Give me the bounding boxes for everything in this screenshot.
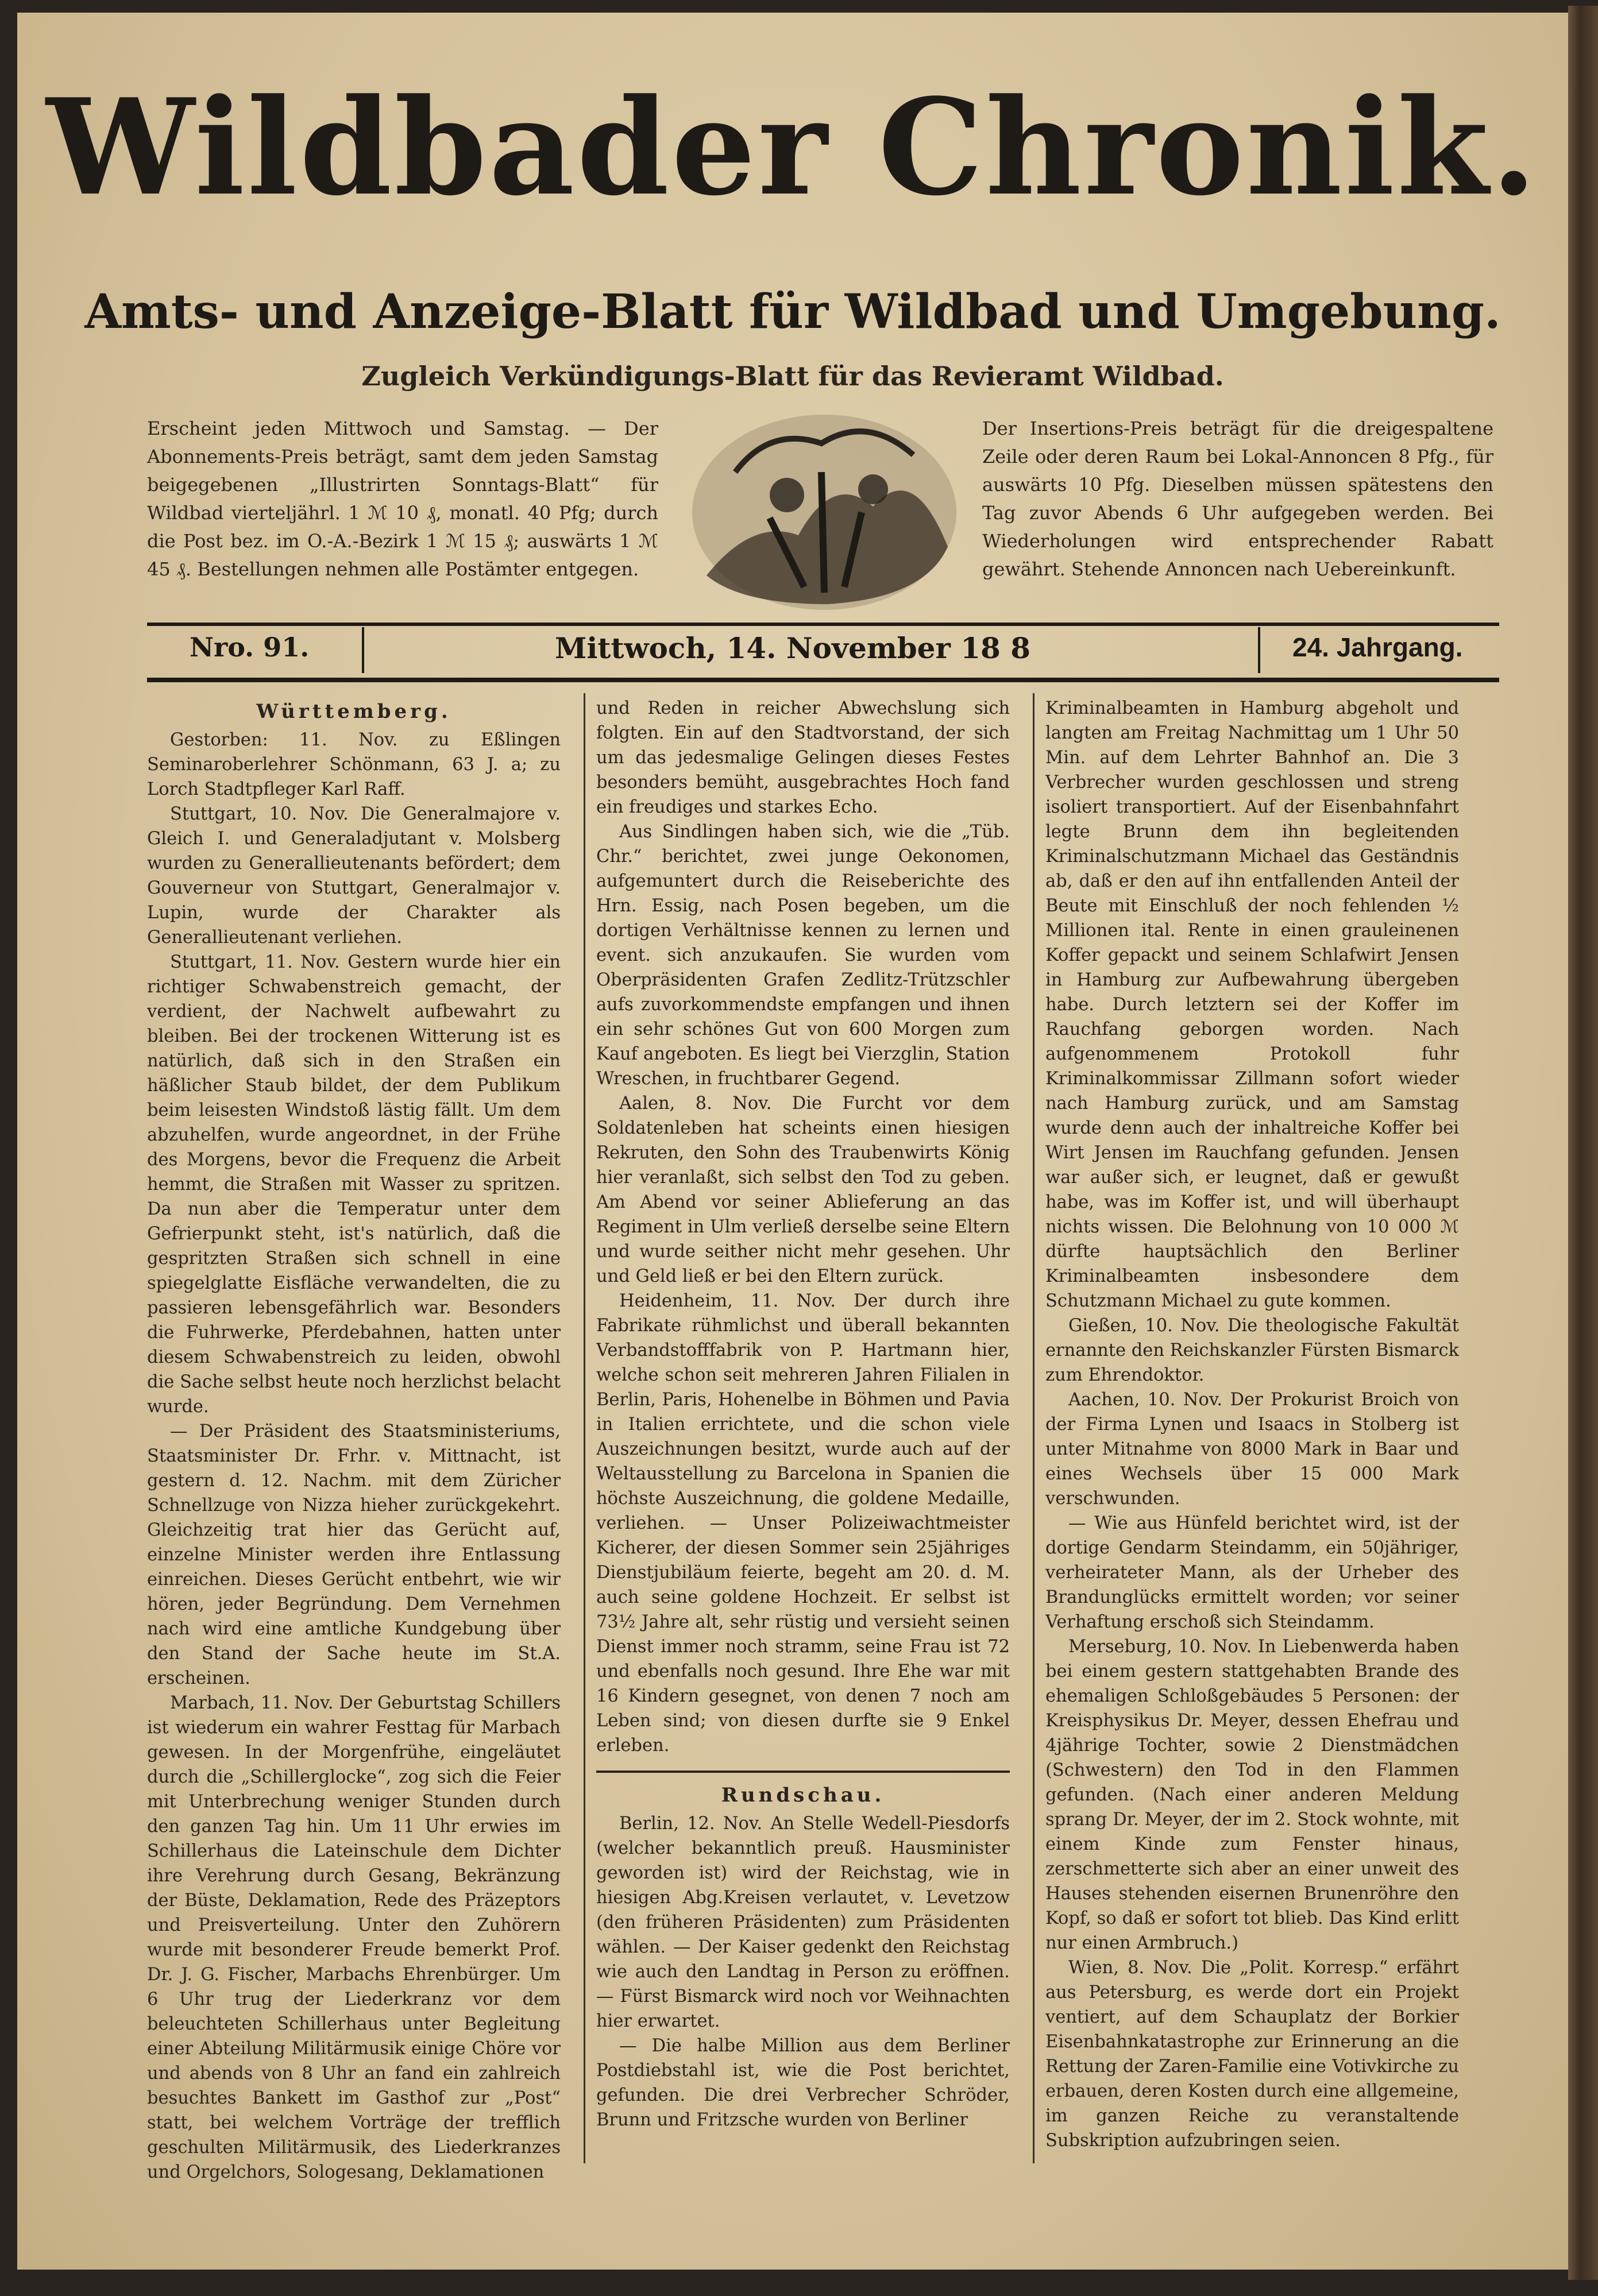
article-paragraph: Kriminalbeamten in Hamburg abgeholt und langten am Freitag Nachmittag um 1 Uhr 50 Min. auf dem Lehrter Bahnhof an. Die 3 Verbrecher wurden geschlossen und streng isoliert transportiert. Auf der Eisenbahnfahrt legte Brunn dem ihn begleitenden Kriminalschutzmann Michael das Geständnis ab, daß er den auf ihn entfallenden Anteil der Beute mit Einschluß der noch fehlenden ½ Millionen ital. Rente in einen grauleinenen Koffer gepackt und seinem Schlafwirt Jensen in Hamburg zur Aufbewahrung übergeben habe. Durch letztern sei der Koffer im Rauchfang geborgen worden. Nach aufgenommenem Protokoll fuhr Kriminalkommissar Zillmann sofort wieder nach Hamburg zurück, und am Samstag wurde denn auch der inhaltreiche Koffer bei Wirt Jensen im Rauchfang gefunden. Jensen war außer sich, er leugnet, daß er gewußt habe, was im Koffer ist, und will überhaupt nichts wissen. Die Belohnung von 10 000 ℳ dürfte hauptsächlich den Berliner Kriminalbeamten insbesondere dem Schutzmann Michael zu gute kommen. xyxy=(1045,698,1459,1311)
masthead-subtitle-secondary: Zugleich Verkündigungs-Blatt für das Revieramt Wildbad. xyxy=(361,361,1224,392)
column-2 xyxy=(596,696,1010,2235)
article-paragraph: Aalen, 8. Nov. Die Furcht vor dem Soldatenleben hat scheints einen hiesigen Rekruten, den Sohn des Traubenwirts König hier veranlaßt, sich selbst den Tod zu geben. Am Abend vor seiner Ablieferung an das Regiment in Ulm verließ derselbe seine Eltern und wurde seither nicht mehr gesehen. Uhr und Geld ließ er bei den Eltern zurück. xyxy=(596,1093,1010,1286)
section-divider xyxy=(596,1771,1010,1773)
header-rule-top xyxy=(147,623,1499,626)
article-paragraph: — Der Präsident des Staatsministeriums, Staatsminister Dr. Frhr. v. Mittnacht, ist gestern d. 12. Nachm. mit dem Züricher Schnellzuge von Nizza hieher zurückgekehrt. Gleichzeitig trat hier das Gerücht auf, einzelne Minister werden ihre Entlassung einreichen. Dieses Gerücht entbehrt, wie wir hören, jeder Begründung. Dem Vernehmen nach wird eine amtliche Kundgebung über den Stand der Sache heute im St.A. erscheinen. xyxy=(147,1421,561,1688)
article-paragraph: Stuttgart, 11. Nov. Gestern wurde hier ein richtiger Schwabenstreich gemacht, der verdient, der Nachwelt aufbewahrt zu bleiben. Bei der trockenen Witterung ist es natürlich, daß sich in den Straßen ein häßlicher Staub bildet, der dem Publikum beim leisesten Windstoß lästig fällt. Um dem abzuhelfen, wurde angeordnet, in der Frühe des Morgens, bevor die Frequenz die Arbeit hemmt, die Straßen mit Wasser zu spritzen. Da nun aber die Temperatur unter dem Gefrierpunkt steht, ist's natürlich, daß die gespritzten Straßen sich schnell in eine spiegelglatte Eisfläche verwandelten, die zu passieren lebensgefährlich war. Besonders die Fuhrwerke, Pferdebahnen, hatten unter diesem Schwabenstreich zu leiden, obwohl die Sache selbst heute noch herzlichst belacht wurde. xyxy=(147,952,561,1417)
article-paragraph: Marbach, 11. Nov. Der Geburtstag Schillers ist wiederum ein wahrer Festtag für Marbach gewesen. In der Morgenfrühe, eingeläutet durch die „Schillerglocke“, zog sich die Feier mit Unterbrechung weniger Stunden durch den ganzen Tag hin. Um 11 Uhr erwies im Schillerhaus die Lateinschule dem Dichter ihre Verehrung durch Gesang, Bekränzung der Büste, Deklamation, Rede des Präzeptors und Preisverteilung. Unter den Zuhörern wurde mit besonderer Freude bemerkt Prof. Dr. J. G. Fischer, Marbachs Ehrenbürger. Um 6 Uhr trug der Liederkranz vor dem beleuchteten Schillerhaus unter Begleitung einer Abteilung Militärmusik einige Chöre vor und abends von 8 Uhr an fand ein zahlreich besuchtes Bankett im Gasthof zur „Post“ statt, bei welchem Vorträge der trefflich geschulten Militärmusik, des Liederkranzes und Orgelchors, Sologesang, Deklamationen xyxy=(147,1693,561,2182)
column-separator xyxy=(584,693,585,2163)
article-paragraph: Aachen, 10. Nov. Der Prokurist Broich von der Firma Lynen und Isaacs in Stolberg ist unter Mitnahme von 8000 Mark in Baar und eines Wechsels über 15 000 Mark verschwunden. xyxy=(1045,1390,1459,1509)
advertising-info: Der Insertions-Preis beträgt für die dreigespaltene Zeile oder deren Raum bei Lokal-Annoncen 8 Pfg., für auswärts 10 Pfg. Dieselben müssen spätestens den Tag zuvor Abends 6 Uhr aufgegeben werden. Bei Wiederholungen wird entsprechender Rabatt gewährt. Stehende Annoncen nach Uebereinkunft. xyxy=(982,418,1493,580)
article-paragraph: Berlin, 12. Nov. An Stelle Wedell-Piesdorfs (welcher bekanntlich preuß. Hausminister geworden ist) wird der Reichstag, wie in hiesigen Abg.Kreisen verlautet, v. Levetzow (den früheren Präsidenten) zum Präsidenten wählen. — Der Kaiser gedenkt den Reichstag wie auch den Landtag in Person zu eröffnen. — Fürst Bismarck wird noch vor Weihnachten hier erwartet. xyxy=(596,1814,1010,2031)
issue-date: Mittwoch, 14. November 18 8 xyxy=(554,631,1031,665)
vignette-illustration xyxy=(684,403,965,616)
column-1 xyxy=(147,696,561,2235)
masthead-title: Wildbader Chronik. xyxy=(46,70,1539,225)
article-paragraph: und Reden in reicher Abwechslung sich folgten. Ein auf den Stadtvorstand, der sich um das jedesmalige Gelingen dieses Festes besonders bemüht, ausgebrachtes Hoch fand ein freudiges und starkes Echo. xyxy=(596,698,1010,817)
masthead-subtitle: Amts- und Anzeige-Blatt für Wildbad und Umgebung. xyxy=(84,284,1501,339)
subscription-info: Erscheint jeden Mittwoch und Samstag. — Der Abonnements-Preis beträgt, samt dem jeden Samstag beigegebenen „Illustrirten Sonntags-Blatt“ für Wildbad vierteljährl. 1 ℳ 10 ₰, monatl. 40 Pfg; durch die Post bez. im O.-A.-Bezirk 1 ℳ 15 ₰; auswärts 1 ℳ 45 ₰. Bestellungen nehmen alle Postämter entgegen. xyxy=(147,418,658,580)
issue-number: Nro. 91. xyxy=(190,632,310,663)
header-rule-bottom xyxy=(147,678,1499,682)
article-paragraph: — Die halbe Million aus dem Berliner Postdiebstahl ist, wie die Post berichtet, gefunden. Die drei Verbrecher Schröder, Brunn und Fritzsche wurden von Berliner xyxy=(596,2036,1010,2130)
section-heading: Württemberg. xyxy=(256,700,451,723)
column-separator xyxy=(1033,693,1035,2163)
article-paragraph: Gießen, 10. Nov. Die theologische Fakultät ernannte den Reichskanzler Fürsten Bismarck zum Ehrendoktor. xyxy=(1045,1316,1459,1385)
article-paragraph: — Wie aus Hünfeld berichtet wird, ist der dortige Gendarm Steindamm, ein 50jähriger, verheirateter Mann, als der Urheber des Brandunglücks ermittelt worden; vor seiner Verhaftung erschoß sich Steindamm. xyxy=(1045,1513,1459,1632)
section-heading: Rundschau. xyxy=(721,1784,885,1807)
article-paragraph: Merseburg, 10. Nov. In Liebenwerda haben bei einem gestern stattgehabten Brande des ehemaligen Schloßgebäudes 5 Personen: der Kreisphysikus Dr. Meyer, dessen Ehefrau und 4jährige Tochter, sowie 2 Dienstmädchen (Schwestern) den Tod in den Flammen gefunden. (Nach einer anderen Meldung sprang Dr. Meyer, der im 2. Stock wohnte, mit einem Kinde zum Fenster hinaus, zerschmetterte sich aber an einer unweit des Hauses stehenden eisernen Brunenröhre den Kopf, so daß er sofort tot blieb. Das Kind erlitt nur einen Armbruch.) xyxy=(1045,1637,1459,1953)
article-paragraph: Gestorben: 11. Nov. zu Eßlingen Seminaroberlehrer Schönmann, 63 J. a; zu Lorch Stadtpfleger Karl Raff. xyxy=(147,730,561,799)
book-binding-edge xyxy=(1568,6,1598,2280)
newspaper-page xyxy=(17,13,1568,2270)
issue-volume: 24. Jahrgang. xyxy=(1292,632,1463,662)
article-paragraph: Stuttgart, 10. Nov. Die Generalmajore v. Gleich I. und Generaladjutant v. Molsberg wurden zu Generallieutenants befördert; dem Gouverneur von Stuttgart, Generalmajor v. Lupin, wurde der Charakter als Generallieutenant verliehen. xyxy=(147,804,561,948)
article-paragraph: Aus Sindlingen haben sich, wie die „Tüb. Chr.“ berichtet, zwei junge Oekonomen, aufgemuntert durch die Reiseberichte des Hrn. Essig, nach Posen begeben, um die dortigen Verhältnisse kennen zu lernen und event. sich anzukaufen. Sie wurden vom Oberpräsidenten Grafen Zedlitz-Trützschler aufs zuvorkommendste empfangen und ihnen ein sehr schönes Gut von 600 Morgen zum Kauf angeboten. Es liegt bei Vierzglin, Station Wreschen, in fruchtbarer Gegend. xyxy=(596,822,1010,1089)
column-3 xyxy=(1045,696,1459,2235)
article-paragraph: Wien, 8. Nov. Die „Polit. Korresp.“ erfährt aus Petersburg, es werde dort ein Projekt ventiert, auf dem Schauplatz der Borkier Eisenbahnkatastrophe zur Erinnerung an die Rettung der Zaren-Familie eine Votivkirche zu erbauen, deren Kosten durch eine allgemeine, im ganzen Reiche zu veranstaltende Subskription aufzubringen seien. xyxy=(1045,1958,1459,2151)
article-paragraph: Heidenheim, 11. Nov. Der durch ihre Fabrikate rühmlichst und überall bekannten Verbandstofffabrik von P. Hartmann hier, welche schon seit mehreren Jahren Filialen in Berlin, Paris, Hohenelbe in Böhmen und Pavia in Italien errichtete, und die schon viele Auszeichnungen besitzt, wurde auch auf der Weltausstellung zu Barcelona in Spanien die höchste Auszeichnung, die goldene Medaille, verliehen. — Unser Polizeiwachtmeister Kicherer, der diesen Sommer sein 25jähriges Dienstjubiläum feierte, begeht am 20. d. M. auch seine goldene Hochzeit. Er selbst ist 73½ Jahre alt, sehr rüstig und versieht seinen Dienst immer noch stramm, seine Frau ist 72 und ebenfalls noch gesund. Ihre Ehe war mit 16 Kindern gesegnet, von denen 7 noch am Leben sind; von diesen durfte sie 9 Enkel erleben. xyxy=(596,1291,1010,1756)
header-divider-right xyxy=(1258,627,1260,673)
